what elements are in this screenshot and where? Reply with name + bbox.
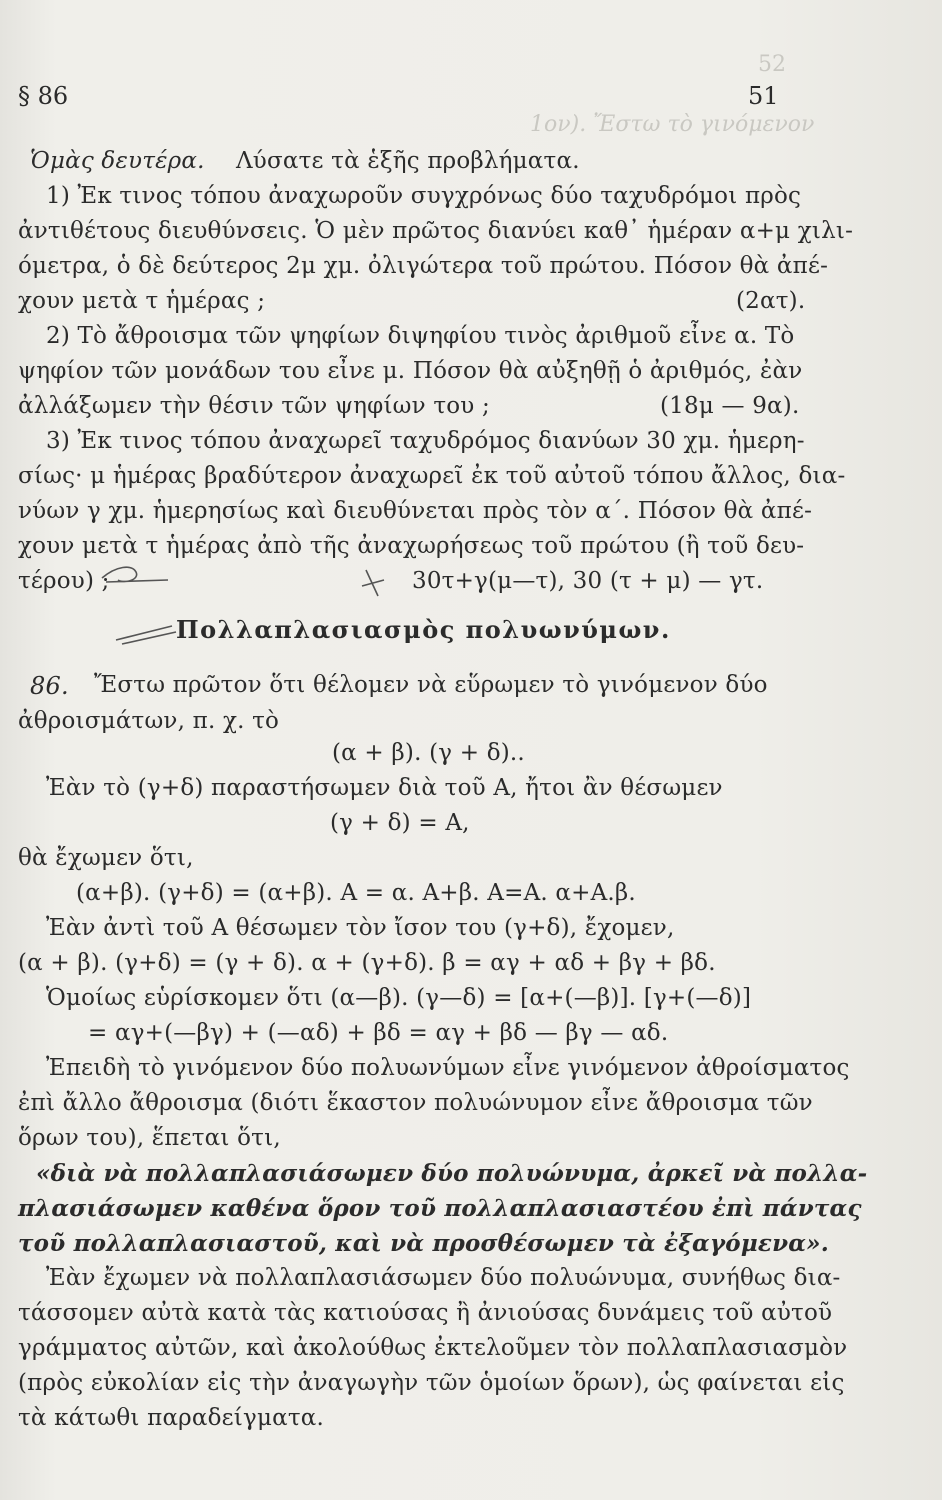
- problems-intro: [0, 148, 942, 182]
- text-line: τάσσομεν αὐτὰ κατὰ τὰς κατιούσας ἢ ἀνιούσας δυνάμεις τοῦ αὐτοῦ: [18, 1300, 833, 1326]
- problem-line: ψηφίον τῶν μονάδων του εἶνε μ. Πόσον θὰ αὐξηθῇ ὁ ἀριθμός, ἐὰν: [18, 358, 803, 384]
- text-line: θὰ ἔχωμεν ὅτι,: [18, 845, 194, 871]
- text-line: Ἐὰν τὸ (γ+δ) παραστήσωμεν διὰ τοῦ Α, ἤτοι ἂν θέσωμεν: [46, 775, 723, 801]
- equation: = αγ+(—βγ) + (—αδ) + βδ = αγ + βδ — βγ — αδ.: [88, 1020, 669, 1046]
- ghost-text: 1ον). Ἔστω τὸ γινόμενον: [530, 112, 815, 137]
- text-line: Ἐὰν ἔχωμεν νὰ πολλαπλασιάσωμεν δύο πολυώνυμα, συνήθως δια-: [46, 1265, 841, 1291]
- text-line: ἀθροισμάτων, π. χ. τὸ: [18, 708, 280, 734]
- section-title: Πολλαπλασιασμὸς πολυωνύμων.: [176, 615, 671, 644]
- ghost-page-number: 52: [758, 52, 786, 77]
- problem-line: όμετρα, ὁ δὲ δεύτερος 2μ χμ. ὀλιγώτερα τοῦ πρώτου. Πόσον θὰ ἀπέ-: [18, 253, 829, 279]
- problem-line: χουν μετὰ τ ἡμέρας ; (2ατ).: [18, 288, 806, 314]
- rule-line: τοῦ πολλαπλασιαστοῦ, καὶ νὰ προσθέσωμεν τὰ ἐξαγόμενα».: [18, 1230, 829, 1257]
- section-86-intro: 86. Ἔστω πρῶτον ὅτι θέλομεν νὰ εὕρωμεν τὸ γινόμενον δύο: [30, 672, 768, 700]
- answer-2: (18μ — 9α).: [660, 393, 800, 419]
- equation: (α + β). (γ + δ)..: [332, 740, 525, 766]
- rule-line: πλασιάσωμεν καθένα ὅρον τοῦ πολλαπλασιαστέου ἐπὶ πάντας: [18, 1195, 862, 1222]
- group-instruction: Λύσατε τὰ ἑξῆς προβλήματα.: [236, 148, 580, 174]
- text-line: Ὁμοίως εὑρίσκομεν ὅτι (α—β). (γ—δ) = [α+(—β)]. [γ+(—δ)]: [46, 985, 752, 1011]
- section-heading: [0, 615, 942, 649]
- text-line: (πρὸς εὐκολίαν εἰς τὴν ἀναγωγὴν τῶν ὁμοίων ὅρων), ὡς φαίνεται εἰς: [18, 1370, 845, 1396]
- rule-line: «διὰ νὰ πολλαπλασιάσωμεν δύο πολυώνυμα, ἀρκεῖ νὰ πολλα-: [36, 1160, 868, 1187]
- text-line: γράμματος αὐτῶν, καὶ ἀκολούθως ἐκτελοῦμεν τὸν πολλαπλασιασμὸν: [18, 1335, 848, 1361]
- problem-line: νύων γ χμ. ἡμερησίως καὶ διευθύνεται πρὸς τὸν α΄. Πόσον θὰ ἀπέ-: [18, 498, 813, 524]
- text-line: ἐπὶ ἄλλο ἄθροισμα (διότι ἕκαστον πολυώνυμον εἶνε ἄθροισμα τῶν: [18, 1090, 813, 1116]
- problem-line: 1) Ἐκ τινος τόπου ἀναχωροῦν συγχρόνως δύο ταχυδρόμοι πρὸς: [46, 183, 802, 209]
- problem-line: 2) Τὸ ἄθροισμα τῶν ψηφίων διψηφίου τινὸς ἀριθμοῦ εἶνε α. Τὸ: [46, 323, 795, 349]
- section-marker: § 86: [18, 82, 69, 110]
- problem-line: τέρου) ; 30τ+γ(μ—τ), 30 (τ + μ) — γτ.: [18, 568, 764, 594]
- text-line: Ἐὰν ἀντὶ τοῦ Α θέσωμεν τὸν ἴσον του (γ+δ), ἔχομεν,: [46, 915, 675, 941]
- problem-line: χουν μετὰ τ ἡμέρας ἀπὸ τῆς ἀναχωρήσεως τοῦ πρώτου (ἢ τοῦ δευ-: [18, 533, 805, 559]
- pencil-scribble: [96, 560, 176, 590]
- problem-line: σίως· μ ἡμέρας βραδύτερον ἀναχωρεῖ ἐκ τοῦ αὐτοῦ τόπου ἄλλος, δια-: [18, 463, 846, 489]
- equation: (γ + δ) = Α,: [330, 810, 470, 836]
- section-number: 86.: [30, 672, 69, 700]
- group-label: Ὁμὰς δευτέρα.: [30, 148, 205, 174]
- answer-3: 30τ+γ(μ—τ), 30 (τ + μ) — γτ.: [412, 568, 764, 594]
- problem-line: ἀντιθέτους διευθύνσεις. Ὁ μὲν πρῶτος διανύει καθ᾽ ἡμέραν α+μ χιλι-: [18, 218, 854, 244]
- equation: (α+β). (γ+δ) = (α+β). Α = α. Α+β. Α=Α. α+Α.β.: [76, 880, 636, 906]
- problem-line: 3) Ἐκ τινος τόπου ἀναχωρεῖ ταχυδρόμος διανύων 30 χμ. ἡμερη-: [46, 428, 805, 454]
- answer-1: (2ατ).: [736, 288, 806, 314]
- problem-line: ἀλλάξωμεν τὴν θέσιν τῶν ψηφίων του ; (18μ — 9α).: [18, 393, 800, 419]
- page-number: 51: [748, 82, 779, 110]
- text-line: τὰ κάτωθι παραδείγματα.: [18, 1405, 325, 1431]
- text-line: ὅρων του), ἕπεται ὅτι,: [18, 1125, 281, 1151]
- equation: (α + β). (γ+δ) = (γ + δ). α + (γ+δ). β = αγ + αδ + βγ + βδ.: [18, 950, 716, 976]
- text-line: Ἐπειδὴ τὸ γινόμενον δύο πολυωνύμων εἶνε γινόμενον ἀθροίσματος: [46, 1055, 850, 1081]
- pencil-mark: [358, 566, 388, 600]
